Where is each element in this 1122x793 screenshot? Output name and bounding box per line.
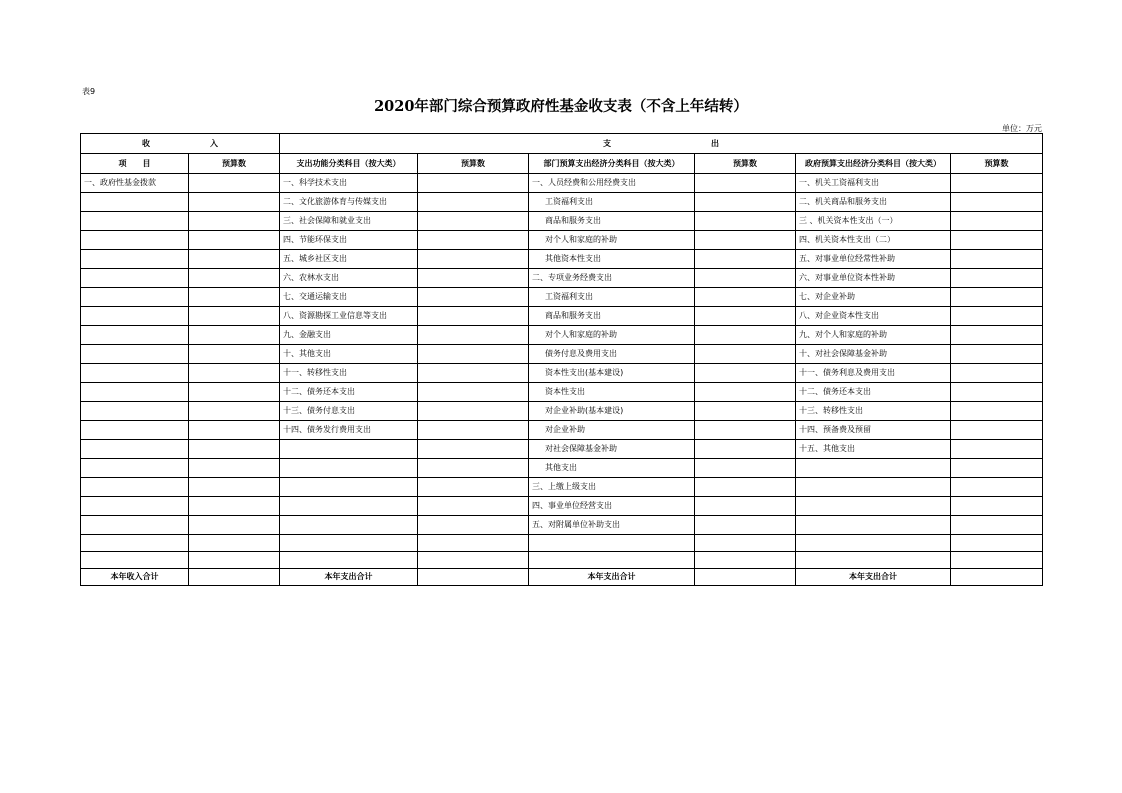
unit-label: 单位：万元	[1002, 124, 1042, 133]
gov-econ-item	[796, 552, 951, 569]
func-item: 十一、转移性支出	[280, 364, 418, 383]
func-item	[280, 535, 418, 552]
income-item	[81, 364, 189, 383]
income-budget-cell	[189, 326, 280, 345]
dept-budget-cell	[695, 497, 796, 516]
func-budget-cell	[418, 326, 529, 345]
gov-budget-cell	[951, 478, 1043, 497]
income-budget-cell	[189, 440, 280, 459]
income-budget-cell	[189, 269, 280, 288]
table-row	[81, 288, 1043, 307]
func-budget-cell	[418, 307, 529, 326]
gov-total-label: 本年支出合计	[796, 569, 951, 586]
income-item	[81, 421, 189, 440]
func-budget-cell	[418, 497, 529, 516]
income-total-label: 本年收入合计	[81, 569, 189, 586]
dept-econ-item: 二、专项业务经费支出	[529, 269, 695, 288]
table-row	[81, 269, 1043, 288]
dept-budget-cell	[695, 516, 796, 535]
func-budget-cell	[418, 174, 529, 193]
gov-budget-cell	[951, 402, 1043, 421]
col-header-budget: 预算数	[189, 154, 280, 174]
col-header-func: 支出功能分类科目（按大类）	[280, 154, 418, 174]
gov-econ-item	[796, 478, 951, 497]
gov-econ-item	[796, 497, 951, 516]
gov-econ-item	[796, 535, 951, 552]
func-item: 九、金融支出	[280, 326, 418, 345]
income-budget-cell	[189, 516, 280, 535]
table-row	[81, 440, 1043, 459]
func-budget-cell	[418, 345, 529, 364]
income-budget-cell	[189, 345, 280, 364]
func-budget-cell	[418, 212, 529, 231]
dept-budget-cell	[695, 212, 796, 231]
dept-total-value	[695, 569, 796, 586]
func-item	[280, 459, 418, 478]
income-budget-cell	[189, 459, 280, 478]
income-item	[81, 478, 189, 497]
totals-row	[81, 569, 1043, 586]
table-row	[81, 231, 1043, 250]
dept-econ-item: 一、人员经费和公用经费支出	[529, 174, 695, 193]
gov-budget-cell	[951, 193, 1043, 212]
gov-budget-cell	[951, 516, 1043, 535]
table-row	[81, 345, 1043, 364]
func-budget-cell	[418, 516, 529, 535]
dept-budget-cell	[695, 288, 796, 307]
func-item	[280, 552, 418, 569]
income-budget-cell	[189, 552, 280, 569]
table-number: 表9	[82, 87, 96, 96]
dept-econ-item	[529, 535, 695, 552]
dept-budget-cell	[695, 307, 796, 326]
func-item: 七、交通运输支出	[280, 288, 418, 307]
col-header-gov-econ: 政府预算支出经济分类科目（按大类）	[796, 154, 951, 174]
gov-budget-cell	[951, 288, 1043, 307]
gov-econ-item: 十一、债务利息及费用支出	[796, 364, 951, 383]
gov-budget-cell	[951, 364, 1043, 383]
func-budget-cell	[418, 250, 529, 269]
income-item	[81, 552, 189, 569]
func-item: 六、农林水支出	[280, 269, 418, 288]
dept-econ-item: 商品和服务支出	[529, 212, 695, 231]
dept-budget-cell	[695, 231, 796, 250]
dept-econ-item: 资本性支出(基本建设)	[529, 364, 695, 383]
dept-budget-cell	[695, 326, 796, 345]
income-budget-cell	[189, 193, 280, 212]
table-row	[81, 250, 1043, 269]
gov-budget-cell	[951, 212, 1043, 231]
dept-budget-cell	[695, 269, 796, 288]
gov-econ-item	[796, 459, 951, 478]
gov-budget-cell	[951, 307, 1043, 326]
func-item: 二、文化旅游体育与传媒支出	[280, 193, 418, 212]
income-budget-cell	[189, 212, 280, 231]
dept-econ-item: 对企业补助	[529, 421, 695, 440]
gov-econ-item: 十三、转移性支出	[796, 402, 951, 421]
dept-econ-item: 对个人和家庭的补助	[529, 231, 695, 250]
header-row-1	[81, 134, 1043, 154]
gov-econ-item	[796, 516, 951, 535]
dept-budget-cell	[695, 174, 796, 193]
gov-econ-item: 十四、预备费及预留	[796, 421, 951, 440]
func-budget-cell	[418, 459, 529, 478]
income-budget-cell	[189, 383, 280, 402]
func-item: 八、资源勘探工业信息等支出	[280, 307, 418, 326]
col-header-budget: 预算数	[695, 154, 796, 174]
dept-budget-cell	[695, 250, 796, 269]
func-budget-cell	[418, 288, 529, 307]
dept-econ-item: 工资福利支出	[529, 193, 695, 212]
budget-table	[80, 133, 1043, 586]
dept-econ-item: 工资福利支出	[529, 288, 695, 307]
func-item	[280, 440, 418, 459]
gov-econ-item: 八、对企业资本性支出	[796, 307, 951, 326]
gov-econ-item: 二、机关商品和服务支出	[796, 193, 951, 212]
gov-budget-cell	[951, 552, 1043, 569]
col-header-budget: 预算数	[951, 154, 1043, 174]
dept-budget-cell	[695, 193, 796, 212]
func-item: 五、城乡社区支出	[280, 250, 418, 269]
dept-econ-item: 五、对附属单位补助支出	[529, 516, 695, 535]
table-row	[81, 402, 1043, 421]
func-budget-cell	[418, 269, 529, 288]
func-item: 四、节能环保支出	[280, 231, 418, 250]
income-header: 收 入	[81, 134, 280, 154]
dept-econ-item: 四、事业单位经营支出	[529, 497, 695, 516]
dept-budget-cell	[695, 535, 796, 552]
dept-budget-cell	[695, 345, 796, 364]
dept-budget-cell	[695, 440, 796, 459]
gov-budget-cell	[951, 174, 1043, 193]
table-row	[81, 364, 1043, 383]
gov-econ-item: 一、机关工资福利支出	[796, 174, 951, 193]
expense-header: 支 出	[280, 134, 1043, 154]
func-budget-cell	[418, 440, 529, 459]
func-item	[280, 497, 418, 516]
income-item	[81, 402, 189, 421]
income-budget-cell	[189, 288, 280, 307]
dept-budget-cell	[695, 459, 796, 478]
table-row	[81, 535, 1043, 552]
table-row	[81, 193, 1043, 212]
table-row	[81, 383, 1043, 402]
func-item: 一、科学技术支出	[280, 174, 418, 193]
gov-econ-item: 十、对社会保障基金补助	[796, 345, 951, 364]
income-budget-cell	[189, 231, 280, 250]
table-row	[81, 497, 1043, 516]
dept-econ-item	[529, 552, 695, 569]
income-item: 一、政府性基金拨款	[81, 174, 189, 193]
func-item: 十、其他支出	[280, 345, 418, 364]
dept-econ-item: 其他支出	[529, 459, 695, 478]
income-budget-cell	[189, 307, 280, 326]
gov-budget-cell	[951, 497, 1043, 516]
income-item	[81, 307, 189, 326]
income-item	[81, 497, 189, 516]
gov-budget-cell	[951, 440, 1043, 459]
income-item	[81, 345, 189, 364]
gov-budget-cell	[951, 345, 1043, 364]
func-item: 十四、债务发行费用支出	[280, 421, 418, 440]
gov-budget-cell	[951, 269, 1043, 288]
gov-econ-item: 四、机关资本性支出（二）	[796, 231, 951, 250]
func-budget-cell	[418, 478, 529, 497]
func-total-value	[418, 569, 529, 586]
func-item: 十三、债务付息支出	[280, 402, 418, 421]
income-item	[81, 535, 189, 552]
dept-econ-item: 对个人和家庭的补助	[529, 326, 695, 345]
income-item	[81, 516, 189, 535]
col-header-dept-econ: 部门预算支出经济分类科目（按大类）	[529, 154, 695, 174]
income-item	[81, 193, 189, 212]
func-budget-cell	[418, 193, 529, 212]
income-item	[81, 383, 189, 402]
gov-econ-item: 七、对企业补助	[796, 288, 951, 307]
gov-budget-cell	[951, 535, 1043, 552]
dept-econ-item: 其他资本性支出	[529, 250, 695, 269]
income-item	[81, 250, 189, 269]
income-budget-cell	[189, 535, 280, 552]
income-item	[81, 269, 189, 288]
dept-econ-item: 对企业补助(基本建设)	[529, 402, 695, 421]
income-item	[81, 459, 189, 478]
income-item	[81, 288, 189, 307]
table-row	[81, 326, 1043, 345]
table-row	[81, 174, 1043, 193]
gov-econ-item: 三 、机关资本性支出（一）	[796, 212, 951, 231]
dept-econ-item: 商品和服务支出	[529, 307, 695, 326]
gov-total-value	[951, 569, 1043, 586]
income-item	[81, 326, 189, 345]
table-row	[81, 552, 1043, 569]
gov-econ-item: 九、对个人和家庭的补助	[796, 326, 951, 345]
table-row	[81, 459, 1043, 478]
func-budget-cell	[418, 364, 529, 383]
func-budget-cell	[418, 231, 529, 250]
dept-budget-cell	[695, 552, 796, 569]
income-budget-cell	[189, 421, 280, 440]
income-item	[81, 212, 189, 231]
col-header-budget: 预算数	[418, 154, 529, 174]
page-title: 2020年部门综合预算政府性基金收支表（不含上年结转）	[374, 98, 748, 115]
dept-total-label: 本年支出合计	[529, 569, 695, 586]
func-total-label: 本年支出合计	[280, 569, 418, 586]
gov-budget-cell	[951, 421, 1043, 440]
income-total-value	[189, 569, 280, 586]
gov-budget-cell	[951, 250, 1043, 269]
gov-budget-cell	[951, 459, 1043, 478]
col-header-item: 项 目	[81, 154, 189, 174]
func-item	[280, 478, 418, 497]
dept-budget-cell	[695, 383, 796, 402]
dept-budget-cell	[695, 364, 796, 383]
income-budget-cell	[189, 250, 280, 269]
dept-econ-item: 三、上缴上级支出	[529, 478, 695, 497]
gov-budget-cell	[951, 231, 1043, 250]
income-budget-cell	[189, 402, 280, 421]
gov-econ-item: 六、对事业单位资本性补助	[796, 269, 951, 288]
income-budget-cell	[189, 497, 280, 516]
func-budget-cell	[418, 552, 529, 569]
table-row	[81, 421, 1043, 440]
income-budget-cell	[189, 364, 280, 383]
func-item: 三、社会保障和就业支出	[280, 212, 418, 231]
gov-econ-item: 十五、其他支出	[796, 440, 951, 459]
gov-budget-cell	[951, 383, 1043, 402]
table-row	[81, 478, 1043, 497]
income-budget-cell	[189, 174, 280, 193]
func-budget-cell	[418, 402, 529, 421]
header-row-2	[81, 154, 1043, 174]
table-row	[81, 307, 1043, 326]
table-row	[81, 516, 1043, 535]
gov-econ-item: 十二、债务还本支出	[796, 383, 951, 402]
dept-econ-item: 资本性支出	[529, 383, 695, 402]
table-row	[81, 212, 1043, 231]
dept-econ-item: 对社会保障基金补助	[529, 440, 695, 459]
func-budget-cell	[418, 421, 529, 440]
dept-budget-cell	[695, 478, 796, 497]
func-item: 十二、债务还本支出	[280, 383, 418, 402]
dept-budget-cell	[695, 402, 796, 421]
income-item	[81, 440, 189, 459]
func-budget-cell	[418, 535, 529, 552]
gov-econ-item: 五、对事业单位经常性补助	[796, 250, 951, 269]
func-budget-cell	[418, 383, 529, 402]
income-item	[81, 231, 189, 250]
gov-budget-cell	[951, 326, 1043, 345]
income-budget-cell	[189, 478, 280, 497]
func-item	[280, 516, 418, 535]
dept-budget-cell	[695, 421, 796, 440]
dept-econ-item: 债务付息及费用支出	[529, 345, 695, 364]
